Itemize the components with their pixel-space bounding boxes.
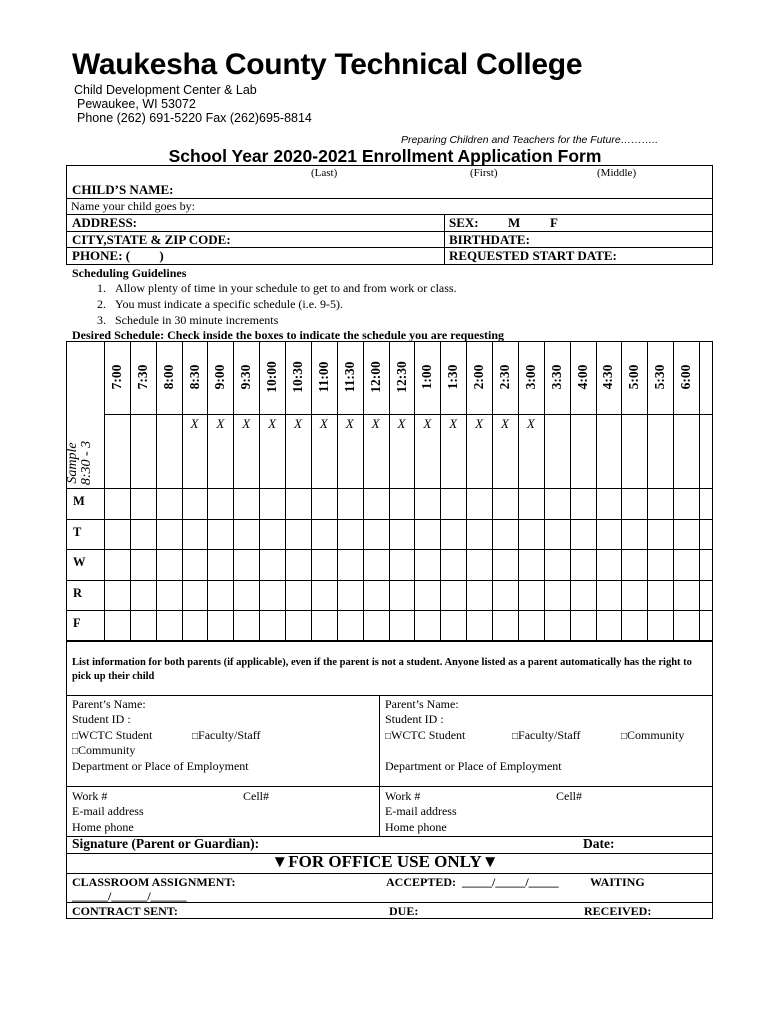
- schedule-cell[interactable]: [105, 550, 129, 579]
- schedule-cell[interactable]: [312, 581, 336, 610]
- time-header: 6:00: [678, 364, 694, 389]
- schedule-cell[interactable]: [493, 550, 517, 579]
- sample-mark: X: [449, 416, 458, 431]
- sex-m-option[interactable]: M: [508, 215, 521, 230]
- time-header: 1:00: [419, 364, 435, 389]
- parent2-email-label[interactable]: E-mail address: [385, 804, 457, 818]
- schedule-cell[interactable]: [286, 550, 310, 579]
- schedule-cell[interactable]: [545, 611, 569, 640]
- parent2-work-label[interactable]: Work #: [385, 789, 421, 803]
- sample-title: Sample: [65, 442, 80, 484]
- time-header: 1:30: [445, 364, 461, 389]
- schedule-cell[interactable]: [208, 611, 232, 640]
- sample-mark: X: [526, 416, 535, 431]
- schedule-cell[interactable]: [622, 581, 646, 610]
- first-caption: (First): [470, 167, 498, 179]
- schedule-cell[interactable]: [390, 489, 414, 518]
- schedule-cell[interactable]: [648, 581, 672, 610]
- sample-label: [66, 423, 94, 503]
- schedule-cell[interactable]: [467, 489, 491, 518]
- schedule-cell[interactable]: [338, 581, 362, 610]
- schedule-cell[interactable]: [441, 520, 465, 549]
- schedule-cell[interactable]: [183, 520, 207, 549]
- schedule-cell[interactable]: [260, 581, 284, 610]
- time-header: 4:30: [600, 364, 616, 389]
- last-caption: (Last): [311, 167, 338, 179]
- schedule-cell[interactable]: [648, 611, 672, 640]
- day-label: W: [73, 555, 86, 569]
- schedule-cell[interactable]: [105, 611, 129, 640]
- schedule-cell[interactable]: [597, 520, 621, 549]
- schedule-cell[interactable]: [415, 581, 439, 610]
- city-state-zip-label[interactable]: CITY,STATE & ZIP CODE:: [72, 232, 231, 247]
- sample-mark: X: [475, 416, 484, 431]
- schedule-cell[interactable]: [208, 489, 232, 518]
- schedule-cell[interactable]: [441, 581, 465, 610]
- community-label: Community: [78, 743, 136, 757]
- schedule-cell[interactable]: [467, 550, 491, 579]
- schedule-cell[interactable]: [571, 581, 595, 610]
- time-header: 11:30: [341, 361, 357, 392]
- schedule-cell[interactable]: [234, 611, 258, 640]
- schedule-cell[interactable]: [648, 520, 672, 549]
- tagline: Preparing Children and Teachers for the Future………..: [401, 134, 658, 146]
- time-header: 3:30: [548, 364, 564, 389]
- parent1-employment-label[interactable]: Department or Place of Employment: [72, 759, 249, 773]
- parent1-student-id-label[interactable]: Student ID :: [72, 712, 131, 726]
- parent1-community-checkbox[interactable]: □Community: [72, 743, 136, 757]
- faculty-label: Faculty/Staff: [198, 728, 261, 742]
- schedule-cell[interactable]: [415, 611, 439, 640]
- parent2-home-label[interactable]: Home phone: [385, 820, 447, 834]
- schedule-cell[interactable]: [286, 520, 310, 549]
- time-header: 9:00: [212, 364, 228, 389]
- schedule-cell[interactable]: [105, 581, 129, 610]
- schedule-cell[interactable]: [338, 611, 362, 640]
- schedule-cell[interactable]: [519, 611, 543, 640]
- schedule-cell[interactable]: [519, 581, 543, 610]
- schedule-cell[interactable]: [674, 550, 698, 579]
- schedule-cell[interactable]: [364, 550, 388, 579]
- parent1-name-label[interactable]: Parent’s Name:: [72, 697, 146, 711]
- sample-mark: X: [423, 416, 432, 431]
- schedule-cell[interactable]: [131, 611, 155, 640]
- sample-mark: X: [216, 416, 225, 431]
- schedule-cell[interactable]: [674, 489, 698, 518]
- classroom-assignment-label[interactable]: CLASSROOM ASSIGNMENT:: [72, 875, 236, 889]
- sample-mark: X: [268, 416, 277, 431]
- schedule-cell[interactable]: [208, 581, 232, 610]
- schedule-cell[interactable]: [208, 520, 232, 549]
- schedule-cell[interactable]: [157, 611, 181, 640]
- guidelines-heading: Scheduling Guidelines: [72, 266, 187, 280]
- day-label: M: [73, 494, 85, 508]
- schedule-cell[interactable]: [234, 489, 258, 518]
- schedule-cell[interactable]: [131, 550, 155, 579]
- desired-schedule-note: Desired Schedule: Check inside the boxes to indicate the schedule you are requesting: [72, 328, 505, 342]
- schedule-cell[interactable]: [390, 550, 414, 579]
- guideline-item: 1. Allow plenty of time in your schedule to get to and from work or class.: [97, 281, 457, 295]
- date-label[interactable]: Date:: [583, 836, 615, 851]
- sample-mark: X: [242, 416, 251, 431]
- schedule-cell[interactable]: [493, 581, 517, 610]
- schedule-cell[interactable]: [105, 520, 129, 549]
- phone-line: Phone (262) 691-5220 Fax (262)695-8814: [77, 111, 312, 125]
- parent1-wctc-checkbox[interactable]: □WCTC Student: [72, 728, 153, 742]
- schedule-cell[interactable]: [519, 550, 543, 579]
- schedule-cell[interactable]: [208, 550, 232, 579]
- community-label: Community: [627, 728, 685, 742]
- schedule-cell[interactable]: [183, 581, 207, 610]
- parent1-faculty-checkbox[interactable]: □Faculty/Staff: [192, 728, 261, 742]
- parent1-cell-label[interactable]: Cell#: [243, 789, 269, 803]
- schedule-cell[interactable]: [648, 489, 672, 518]
- wctc-label: WCTC Student: [391, 728, 466, 742]
- schedule-cell[interactable]: [183, 550, 207, 579]
- schedule-cell[interactable]: [286, 611, 310, 640]
- time-header: 7:00: [108, 364, 124, 389]
- schedule-cell[interactable]: [390, 520, 414, 549]
- signature-label[interactable]: Signature (Parent or Guardian):: [72, 836, 260, 851]
- schedule-cell[interactable]: [260, 489, 284, 518]
- parent1-home-label[interactable]: Home phone: [72, 820, 134, 834]
- schedule-cell[interactable]: [571, 611, 595, 640]
- sample-mark: X: [371, 416, 380, 431]
- accepted-label[interactable]: ACCEPTED: _____/_____/_____: [386, 875, 559, 889]
- schedule-cell[interactable]: [622, 611, 646, 640]
- schedule-cell[interactable]: [364, 489, 388, 518]
- schedule-cell[interactable]: [467, 581, 491, 610]
- goes-by-label[interactable]: Name your child goes by:: [71, 199, 195, 213]
- schedule-cell[interactable]: [545, 520, 569, 549]
- schedule-cell[interactable]: [571, 520, 595, 549]
- schedule-cell[interactable]: [622, 520, 646, 549]
- schedule-cell[interactable]: [364, 520, 388, 549]
- guideline-text: Schedule in 30 minute increments: [115, 313, 279, 327]
- schedule-cell[interactable]: [648, 550, 672, 579]
- guideline-text: Allow plenty of time in your schedule to get to and from work or class.: [115, 281, 457, 295]
- schedule-cell[interactable]: [131, 489, 155, 518]
- schedule-cell[interactable]: [131, 520, 155, 549]
- requested-start-label[interactable]: REQUESTED START DATE:: [449, 248, 617, 263]
- schedule-cell[interactable]: [545, 581, 569, 610]
- time-header: 5:30: [652, 364, 668, 389]
- day-label: R: [73, 586, 83, 600]
- sex-f-option[interactable]: F: [550, 215, 558, 230]
- time-header: 7:30: [134, 364, 150, 389]
- schedule-cell[interactable]: [338, 489, 362, 518]
- schedule-cell[interactable]: [183, 489, 207, 518]
- time-header: 12:30: [393, 360, 409, 393]
- sample-mark: X: [501, 416, 509, 431]
- schedule-cell[interactable]: [415, 489, 439, 518]
- wctc-label: WCTC Student: [78, 728, 153, 742]
- schedule-cell[interactable]: [674, 611, 698, 640]
- time-header: 10:00: [264, 360, 280, 393]
- parent2-cell-label[interactable]: Cell#: [556, 789, 582, 803]
- parents-info-note: List information for both parents (if applicable), even if the parent is not a student. Anyone listed as a parent automatically has the right to pick up their child: [72, 657, 692, 682]
- schedule-cell[interactable]: [338, 550, 362, 579]
- schedule-cell[interactable]: [312, 611, 336, 640]
- schedule-cell[interactable]: [571, 489, 595, 518]
- phone-label[interactable]: PHONE: ( ): [72, 248, 164, 263]
- received-label[interactable]: RECEIVED:: [584, 904, 652, 918]
- form-title: School Year 2020-2021 Enrollment Application Form: [168, 146, 602, 166]
- schedule-cell[interactable]: [545, 550, 569, 579]
- guideline-item: 2. You must indicate a specific schedule (i.e. 9-5).: [97, 297, 344, 311]
- sample-mark: X: [190, 416, 199, 431]
- schedule-cell[interactable]: [260, 550, 284, 579]
- schedule-cell[interactable]: [545, 489, 569, 518]
- sample-range: 8:30 - 3: [79, 440, 94, 486]
- time-header: 10:30: [290, 360, 306, 393]
- time-header: 3:00: [522, 364, 538, 389]
- schedule-cell[interactable]: [519, 520, 543, 549]
- assignment-date-blank[interactable]: ______/______/______: [72, 889, 187, 903]
- time-header: 9:30: [238, 364, 254, 389]
- day-label: T: [73, 525, 82, 539]
- schedule-cell[interactable]: [415, 550, 439, 579]
- middle-caption: (Middle): [597, 167, 637, 179]
- schedule-cell[interactable]: [234, 520, 258, 549]
- time-header: 2:30: [496, 364, 512, 389]
- sample-mark: X: [345, 416, 354, 431]
- schedule-cell[interactable]: [441, 550, 465, 579]
- schedule-cell[interactable]: [441, 611, 465, 640]
- schedule-cell[interactable]: [312, 550, 336, 579]
- schedule-cell[interactable]: [622, 489, 646, 518]
- schedule-cell[interactable]: [234, 581, 258, 610]
- city-line: Pewaukee, WI 53072: [77, 97, 196, 111]
- schedule-cell[interactable]: [286, 489, 310, 518]
- schedule-cell[interactable]: [260, 520, 284, 549]
- birthdate-label[interactable]: BIRTHDATE:: [449, 232, 530, 247]
- parent1-email-label[interactable]: E-mail address: [72, 804, 144, 818]
- schedule-cell[interactable]: [390, 581, 414, 610]
- schedule-cell[interactable]: [415, 520, 439, 549]
- schedule-cell[interactable]: [157, 581, 181, 610]
- sample-mark: X: [319, 416, 328, 431]
- schedule-cell[interactable]: [622, 550, 646, 579]
- faculty-label: Faculty/Staff: [518, 728, 581, 742]
- schedule-cell[interactable]: [597, 489, 621, 518]
- schedule-cell[interactable]: [597, 581, 621, 610]
- guideline-text: You must indicate a specific schedule (i.e. 9-5).: [115, 297, 344, 311]
- waiting-label[interactable]: WAITING: [590, 875, 645, 889]
- time-header: 12:00: [367, 360, 383, 393]
- schedule-cell[interactable]: [467, 611, 491, 640]
- schedule-cell[interactable]: [493, 611, 517, 640]
- parent2-wctc-checkbox[interactable]: □WCTC Student: [385, 728, 466, 742]
- parent2-name-label[interactable]: Parent’s Name:: [385, 697, 459, 711]
- schedule-cell[interactable]: [157, 520, 181, 549]
- schedule-cell[interactable]: [234, 550, 258, 579]
- schedule-cell[interactable]: [571, 550, 595, 579]
- schedule-cell[interactable]: [674, 581, 698, 610]
- schedule-cell[interactable]: [597, 611, 621, 640]
- schedule-cell[interactable]: [286, 581, 310, 610]
- schedule-cell[interactable]: [467, 520, 491, 549]
- schedule-cell[interactable]: [674, 520, 698, 549]
- schedule-cell[interactable]: [597, 550, 621, 579]
- college-title: Waukesha County Technical College: [72, 48, 583, 81]
- schedule-cell[interactable]: [157, 550, 181, 579]
- schedule-cell[interactable]: [338, 520, 362, 549]
- schedule-cell[interactable]: [390, 611, 414, 640]
- day-label: F: [73, 616, 81, 630]
- time-header: 5:00: [626, 364, 642, 389]
- due-label[interactable]: DUE:: [389, 904, 419, 918]
- time-header: 11:00: [315, 361, 331, 392]
- schedule-cell[interactable]: [493, 489, 517, 518]
- schedule-cell[interactable]: [131, 581, 155, 610]
- schedule-cell[interactable]: [183, 611, 207, 640]
- schedule-cell[interactable]: [364, 611, 388, 640]
- schedule-cell[interactable]: [493, 520, 517, 549]
- schedule-cell[interactable]: [105, 489, 129, 518]
- schedule-cell[interactable]: [519, 489, 543, 518]
- parent2-employment-label[interactable]: Department or Place of Employment: [385, 759, 562, 773]
- schedule-cell[interactable]: [260, 611, 284, 640]
- schedule-cell[interactable]: [312, 520, 336, 549]
- parent2-faculty-checkbox[interactable]: □Faculty/Staff: [512, 728, 581, 742]
- child-name-label[interactable]: CHILD’S NAME:: [72, 182, 174, 197]
- office-use-heading: ▼FOR OFFICE USE ONLY▼: [271, 852, 499, 871]
- time-header: 8:30: [186, 364, 202, 389]
- sample-mark: X: [397, 416, 406, 431]
- time-header: 2:00: [471, 364, 487, 389]
- address-label[interactable]: ADDRESS:: [72, 215, 138, 230]
- time-header: 4:00: [574, 364, 590, 389]
- schedule-cell[interactable]: [364, 581, 388, 610]
- sample-mark: X: [294, 416, 302, 431]
- contract-sent-label[interactable]: CONTRACT SENT:: [72, 904, 178, 918]
- time-header: 8:00: [160, 364, 176, 389]
- schedule-cell[interactable]: [157, 489, 181, 518]
- parent2-community-checkbox[interactable]: □Community: [621, 728, 685, 742]
- schedule-cell[interactable]: [441, 489, 465, 518]
- schedule-cell[interactable]: [312, 489, 336, 518]
- guideline-item: 3. Schedule in 30 minute increments: [97, 313, 279, 327]
- department-line: Child Development Center & Lab: [74, 83, 257, 97]
- parent2-student-id-label[interactable]: Student ID :: [385, 712, 444, 726]
- sex-label[interactable]: SEX:: [449, 215, 479, 230]
- parent1-work-label[interactable]: Work #: [72, 789, 108, 803]
